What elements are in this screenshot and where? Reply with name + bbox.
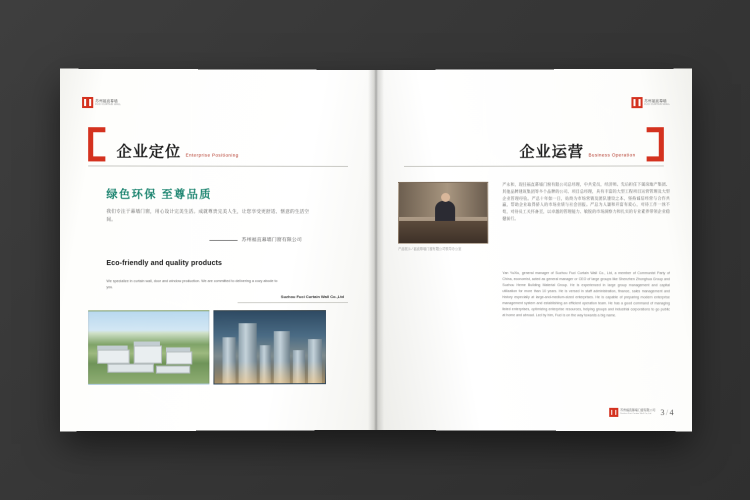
headline-en: Eco-friendly and quality products — [106, 260, 223, 268]
brochure-page-left — [60, 69, 376, 432]
fuci-logo-mark-icon — [82, 97, 93, 108]
signature-cn: 苏州福直幕墙门窗有限公司 — [241, 237, 302, 243]
company-logo-name-en: FUCI CURTAIN WALL — [644, 103, 670, 107]
body-paragraph-en: We specialize in curtain wall, door and window production. We are committed to delivering a cozy abode to you. — [106, 279, 278, 290]
page-number-current: 3 — [660, 408, 665, 418]
right-body-cn: 严永和，现任福直幕墙门窗有限公司总经理，中共党员，经济师。先后担任下属房地产集团、其他品牌建筑集团等多个品牌的公司、项目总经理，具有丰富的大型工程项目运营管理及大型企业管理经验。严总十年如一日，始终为市场营销及团队建设之本，坚持诚信经营与合作共赢，帮助企业取得骄人的市场业绩与社会回报。严总为人谦和并富有爱心，对待工作一丝不苟，对待员工关怀备至，以卓越的管理能力、敏锐的市场洞察力和扎实的专业素养带领企业稳健前行。 — [502, 181, 670, 222]
city-glow — [214, 361, 325, 383]
section-title-right-cn: 企业运营 — [519, 143, 585, 161]
page-number-total: 4 — [669, 408, 674, 418]
photo-caption: 产品展示 / 福直幕墙门窗有限公司领导办公室 — [398, 246, 462, 252]
footer-company-text — [620, 409, 655, 416]
fuci-logo-mark-icon — [609, 408, 618, 417]
section-title-left — [88, 127, 238, 162]
company-logo-left — [82, 97, 121, 108]
skyline-towers-photo — [213, 310, 326, 384]
footer-company-name-cn: 苏州福直幕墙门窗有限公司 — [620, 408, 656, 413]
bracket-right-icon — [642, 127, 664, 161]
section-title-right-text — [519, 143, 635, 161]
footer-company-logo — [609, 408, 655, 417]
company-logo-text — [644, 99, 670, 107]
body-paragraph-cn: 我们专注于幕墙门窗，用心设计完美生活。成就尊贵完美人生，让您享受更舒适、惬意的生活空间。 — [106, 208, 310, 222]
company-logo-name-en: FUCI CURTAIN WALL — [95, 103, 121, 107]
headline-cn: 绿色环保 至尊品质 — [106, 188, 212, 201]
company-logo-name-cn: 苏州福直幕墙 — [644, 98, 667, 103]
signature-en: Suzhou Fuci Curtain Wall Co.,Ltd — [280, 294, 344, 300]
section-title-left-text — [116, 143, 238, 161]
office-desk — [398, 221, 488, 243]
section-title-left-en: Enterprise Positioning — [185, 152, 239, 158]
section-title-left-rule — [88, 165, 348, 167]
section-title-right — [519, 127, 663, 162]
signature-en-rule — [238, 302, 348, 303]
executive-office-photo — [398, 182, 488, 244]
signature-rule — [209, 240, 237, 241]
fuci-logo-mark-icon — [631, 97, 642, 108]
section-title-right-en: Business Operation — [588, 152, 636, 158]
company-logo-name-cn: 苏州福直幕墙 — [95, 98, 118, 103]
company-logo-right — [631, 97, 670, 108]
page-number — [660, 408, 674, 417]
footer-company-name-en: Suzhou Fuci Curtain Wall Co.,Ltd — [620, 412, 652, 416]
aerial-campus-photo — [88, 310, 209, 385]
section-title-right-rule — [404, 165, 664, 167]
brochure-spread — [62, 70, 690, 430]
section-title-left-cn: 企业定位 — [116, 143, 182, 161]
brochure-page-right — [376, 69, 692, 432]
bracket-left-icon — [88, 127, 110, 161]
page-number-separator: / — [665, 408, 669, 418]
page-footer — [609, 408, 674, 417]
company-logo-text — [95, 99, 121, 107]
right-body-en: Yan YuXiu, general manager of Suzhou Fuci Curtain Wall Co., Ltd, a member of Communist Party of China, economist, acted as general manager or CEO of large groups like Shenzhen Zhonghua Group and Suzhou Heme Building Material Group. He is experienced in large group management and capital utilization for more than 10 years. He is versed in staff administration, finance, sales management and history especially at large-and-medium-sized enterprises. He is capable of preparing modern enterprise management system and establishing an efficient operation team. He has a good command of managing listed enterprises, optimizing enterprise resources, helping groups and industrial corporations to go public at home and abroad. Led by him, Fuci is on the way towards a big name. — [502, 271, 670, 318]
